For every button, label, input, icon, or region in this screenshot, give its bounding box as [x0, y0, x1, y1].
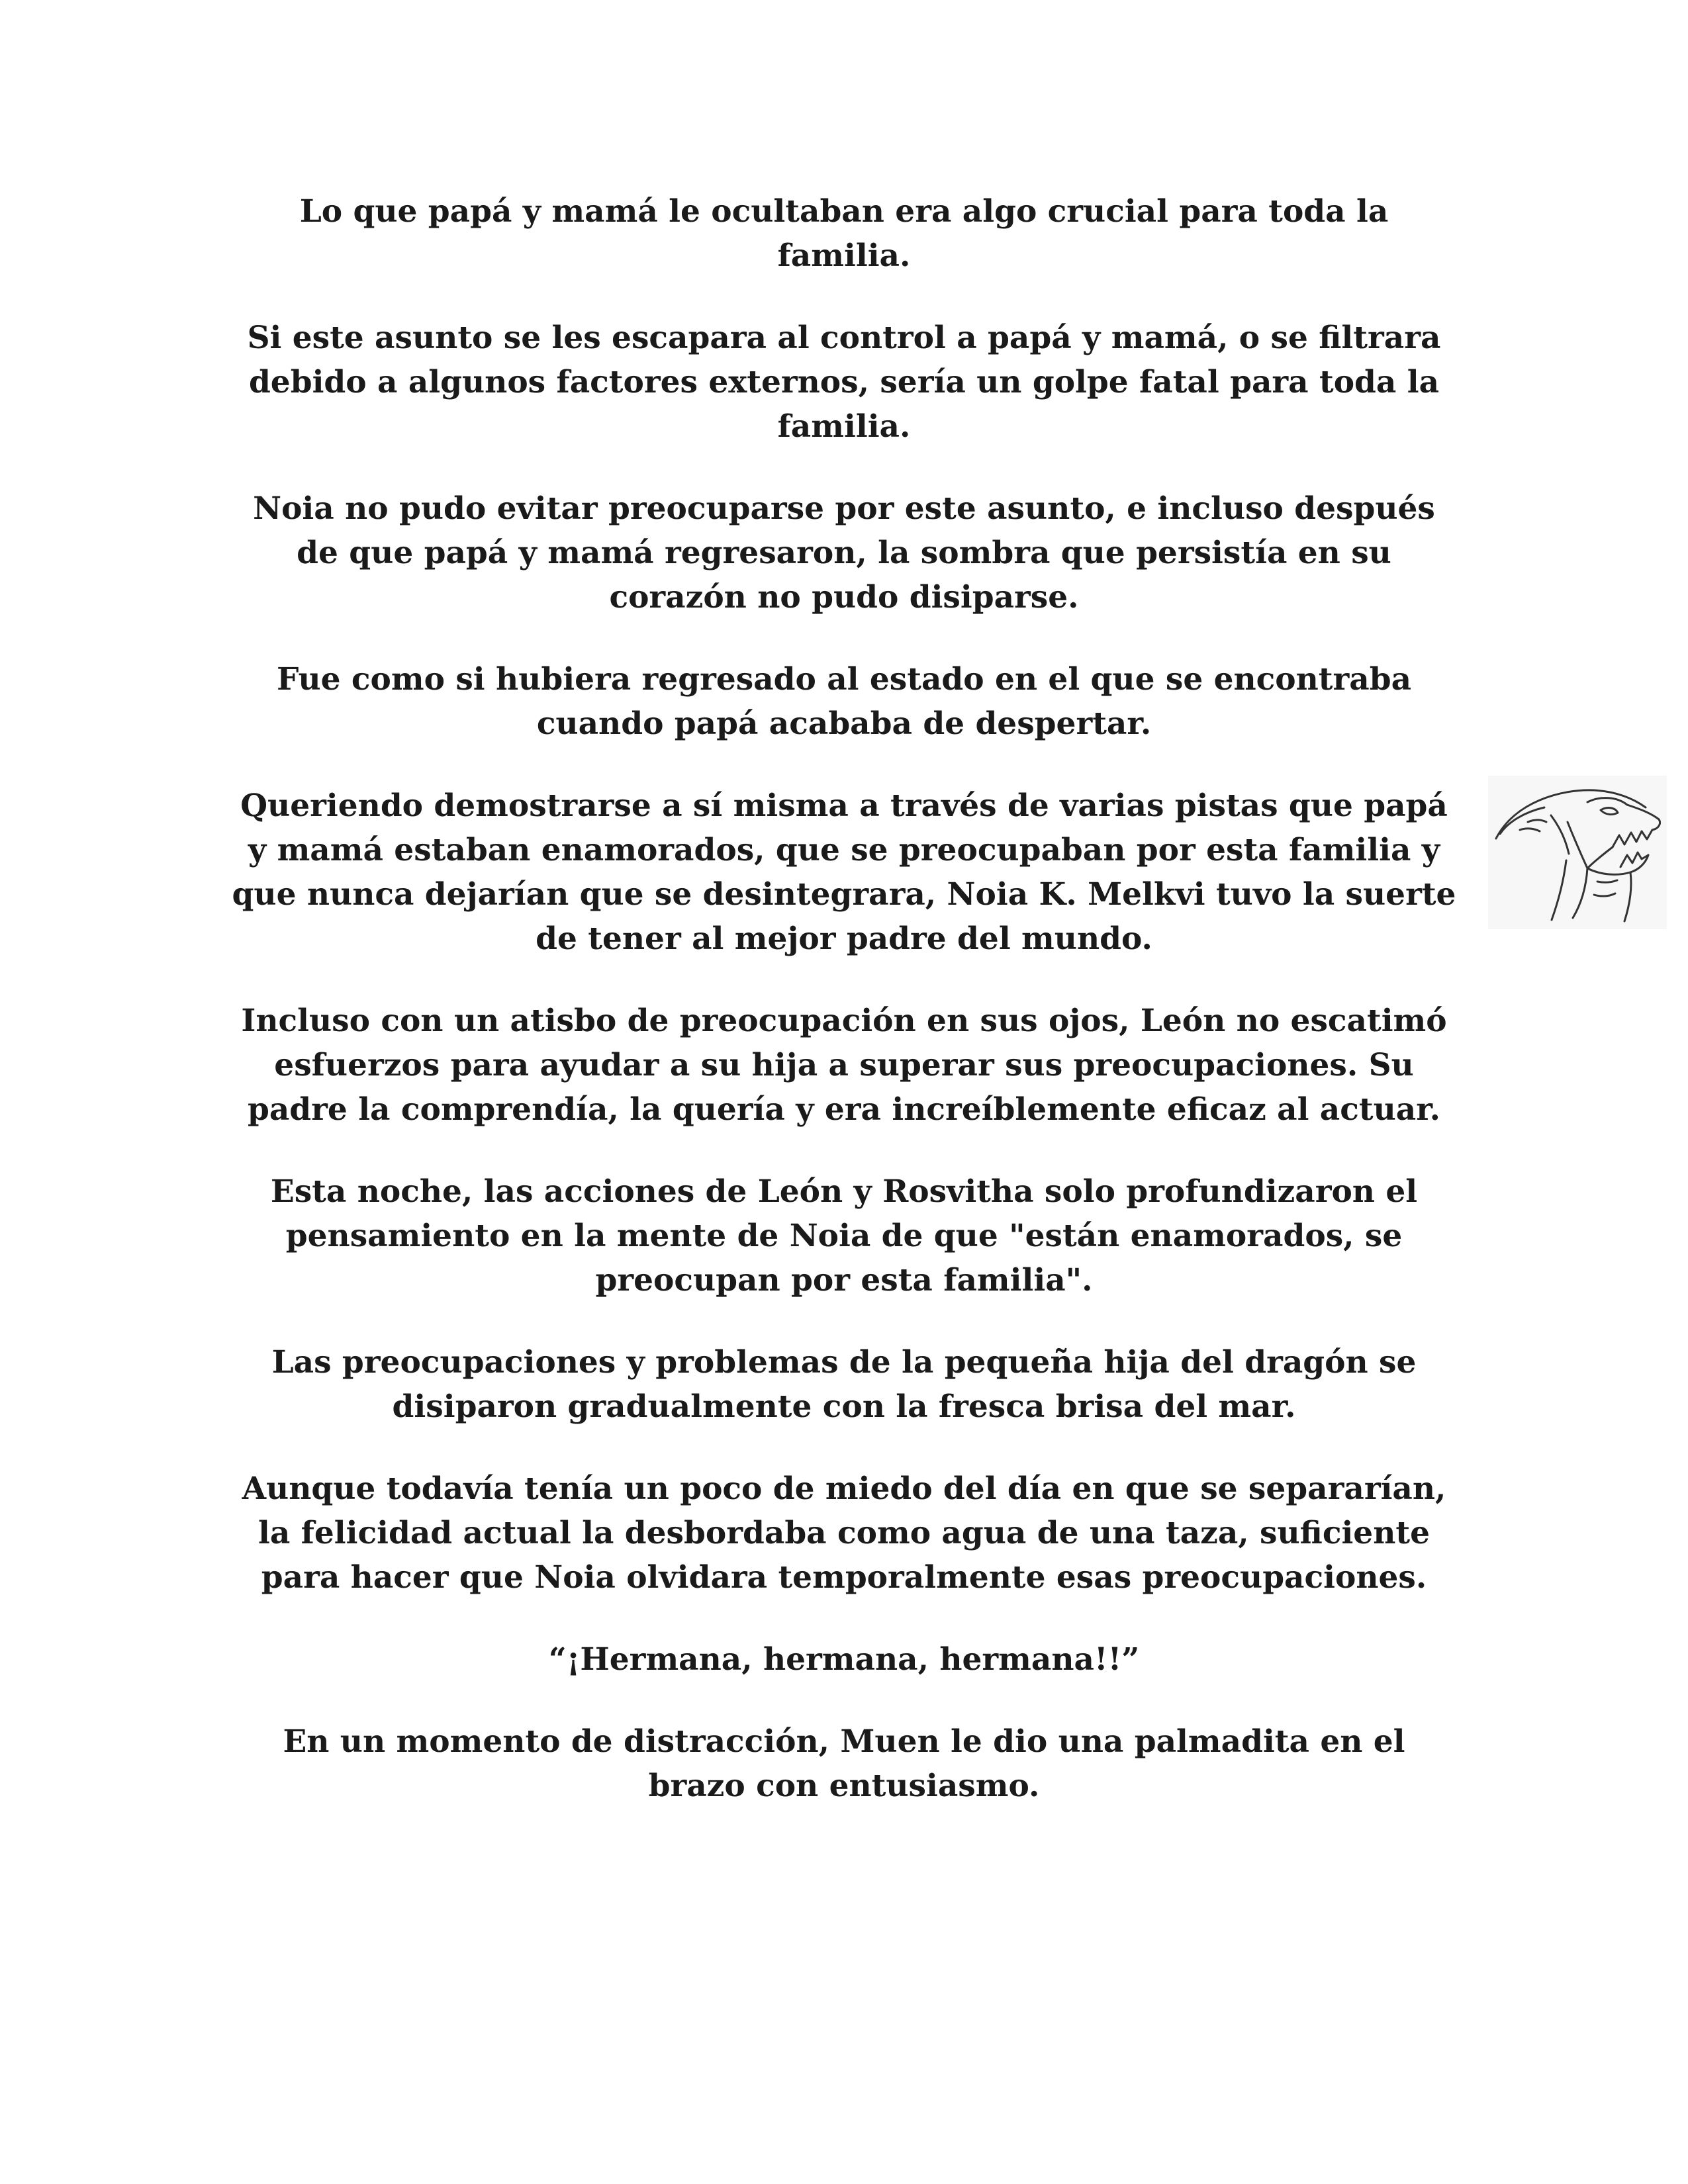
paragraph-1: Lo que papá y mamá le ocultaban era algo crucial para toda la familia.: [299, 193, 1389, 274]
paragraph-9: Aunque todavía tenía un poco de miedo del día en que se separarían, la felicidad actual la desbordaba como agua de una taza, suficiente para hacer que Noia olvidara temporalmente esas preocupaciones.: [242, 1471, 1446, 1596]
paragraph-2: Si este asunto se les escapara al control a papá y mamá, o se filtrara debido a algunos factores externos, sería un golpe fatal para toda la familia.: [247, 320, 1441, 445]
paragraph-6: Incluso con un atisbo de preocupación en sus ojos, León no escatimó esfuerzos para ayudar a su hija a superar sus preocupaciones. Su padre la comprendía, la quería y era increíblemente eficaz al actuar.: [241, 1003, 1447, 1128]
paragraph-5: Queriendo demostrarse a sí misma a través de varias pistas que papá y mamá estaban enamorados, que se preocupaban por esta familia y que nunca dejarían que se desintegrara, Noia K. Melkvi tuvo la suerte de tener al mejor padre del mundo.: [232, 788, 1456, 957]
paragraph-8: Las preocupaciones y problemas de la pequeña hija del dragón se disiparon gradualmente con la fresca brisa del mar.: [271, 1344, 1417, 1425]
paragraph-3: Noia no pudo evitar preocuparse por este asunto, e incluso después de que papá y mamá regresaron, la sombra que persistía en su corazón no pudo disiparse.: [253, 490, 1435, 615]
paragraph-4: Fue como si hubiera regresado al estado en el que se encontraba cuando papá acababa de despertar.: [276, 661, 1412, 742]
paragraph-7: Esta noche, las acciones de León y Rosvitha solo profundizaron el pensamiento en la mente de Noia de que "están enamorados, se preocupan por esta familia".: [270, 1173, 1418, 1298]
body-text: [232, 189, 1456, 1846]
paragraph-11: En un momento de distracción, Muen le dio una palmadita en el brazo con entusiasmo.: [283, 1723, 1405, 1804]
paragraph-10: “¡Hermana, hermana, hermana!!”: [548, 1641, 1140, 1678]
dragon-head-sketch-icon: [1488, 776, 1667, 929]
